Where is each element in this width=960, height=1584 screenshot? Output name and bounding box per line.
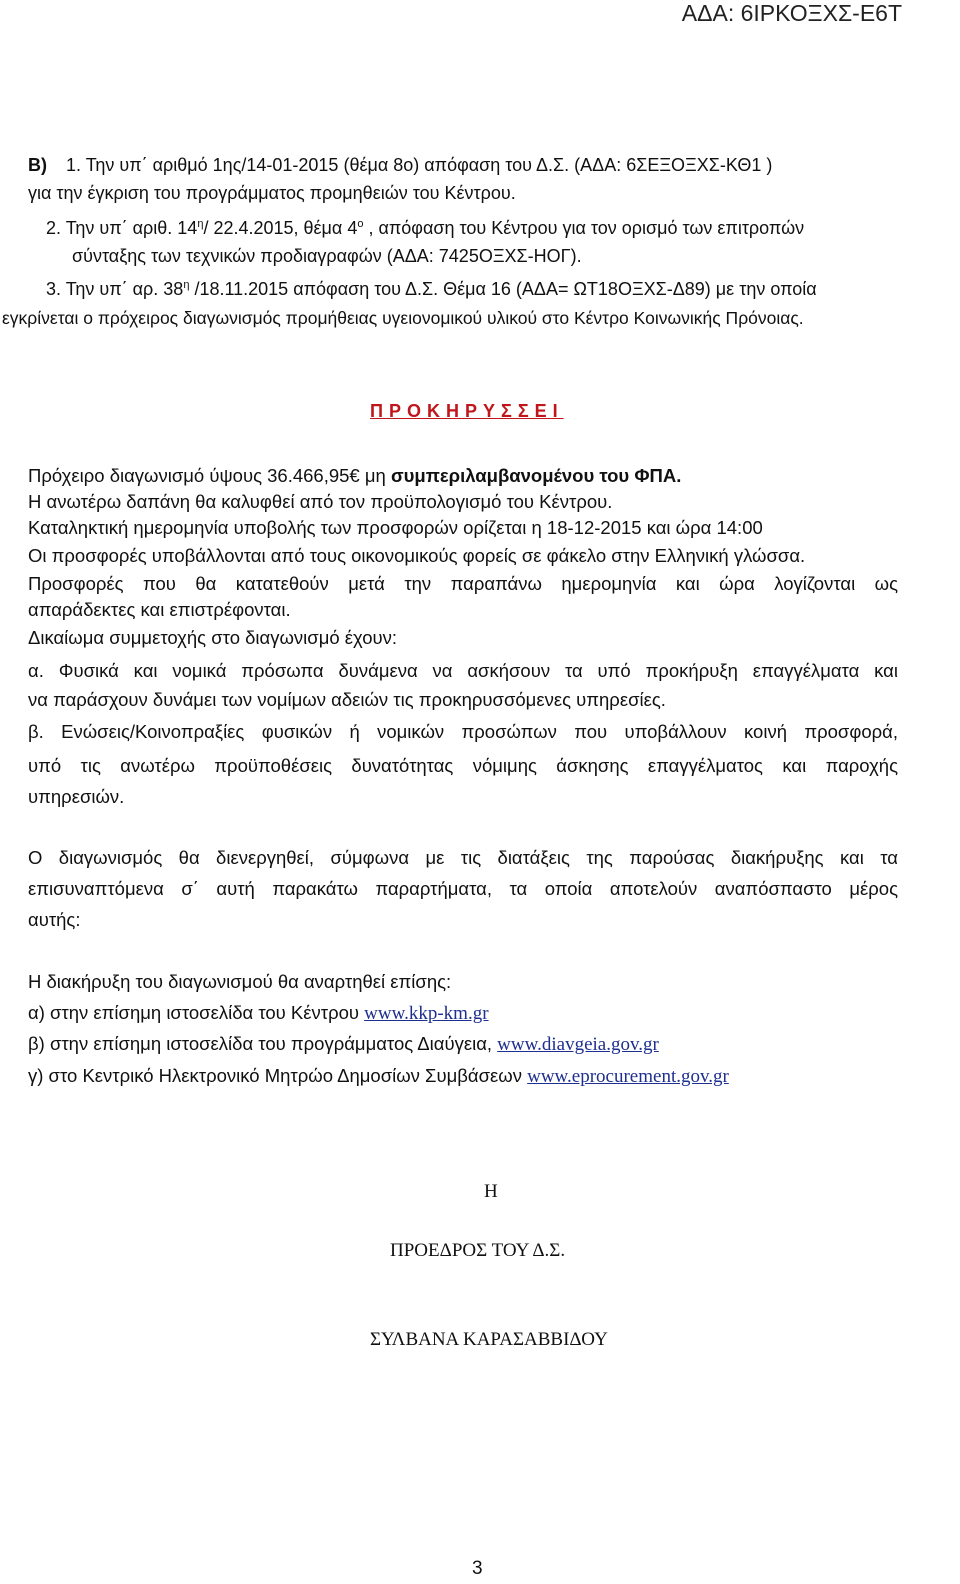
publish-c-text: γ) στο Κεντρικό Ηλεκτρονικό Μητρώο Δημοσίων Συμβάσεων	[28, 1065, 528, 1086]
item-2-sup-2: ο	[357, 218, 364, 230]
diavgeia-link[interactable]: www.diavgeia.gov.gr	[497, 1034, 659, 1055]
item-3-line-1	[46, 277, 817, 301]
eligibility-alpha-line-2: να παράσχουν δυνάμει των νομίμων αδειών τις προκηρυσσόμενες υπηρεσίες.	[28, 689, 666, 710]
budget-text: Πρόχειρο διαγωνισμό ύψους 36.466,95€ μη	[28, 465, 391, 486]
budget-line	[28, 464, 681, 488]
publish-intro: Η διακήρυξη του διαγωνισμού θα αναρτηθεί επίσης:	[28, 971, 452, 992]
kkp-km-link[interactable]: www.kkp-km.gr	[364, 1003, 489, 1024]
document-title: ΠΡΟΚΗΡΥΣΣΕΙ	[370, 401, 564, 421]
conduct-line-1: Ο διαγωνισμός θα διενεργηθεί, σύμφωνα με τις διατάξεις της παρούσας διακήρυξης και τα	[28, 847, 898, 868]
eligibility-beta-line-1: β. Ενώσεις/Κοινοπραξίες φυσικών ή νομικών προσώπων που υποβάλλουν κοινή προσφορά,	[28, 721, 898, 742]
funding-line: Η ανωτέρω δαπάνη θα καλυφθεί από τον προϋπολογισμό του Κέντρου.	[28, 491, 613, 512]
publish-c-line	[28, 1064, 729, 1089]
budget-vat-note: συμπεριλαμβανομένου του ΦΠΑ.	[390, 465, 682, 486]
late-offers-line-2: απαράδεκτες και επιστρέφονται.	[28, 599, 291, 620]
page-number: 3	[472, 1558, 483, 1579]
item-2-text-b: / 22.4.2015, θέμα 4	[203, 218, 358, 238]
deadline-line: Καταληκτική ημερομηνία υποβολής των προσφορών ορίζεται η 18-12-2015 και ώρα 14:00	[28, 517, 763, 538]
conduct-line-3: αυτής:	[28, 909, 81, 930]
item-2-line-2: σύνταξης των τεχνικών προδιαγραφών (ΑΔΑ: 7425ΟΞΧΣ-ΗΟΓ).	[72, 246, 582, 266]
eligibility-alpha-line-1: α. Φυσικά και νομικά πρόσωπα δυνάμενα να ασκήσουν τα υπό προκήρυξη επαγγέλματα και	[28, 660, 898, 681]
signature-role: ΠΡΟΕΔΡΟΣ ΤΟΥ Δ.Σ.	[390, 1240, 566, 1261]
section-b-label: Β)	[28, 155, 47, 175]
signature-name: ΣΥΛΒΑΝΑ ΚΑΡΑΣΑΒΒΙΔΟΥ	[370, 1329, 608, 1350]
item-3-sup: η	[183, 279, 190, 291]
item-1-line-1: 1. Την υπ΄ αριθμό 1ης/14-01-2015 (θέμα 8ο) απόφαση του Δ.Σ. (ΑΔΑ: 6ΣΕΞΟΞΧΣ-ΚΘ1 )	[66, 155, 773, 175]
conduct-line-2: επισυναπτόμενα σ΄ αυτή παρακάτω παραρτήματα, τα οποία αποτελούν αναπόσπαστο μέρος	[28, 878, 898, 899]
item-3-line-2: εγκρίνεται ο πρόχειρος διαγωνισμός προμήθειας υγειονομικού υλικού στο Κέντρο Κοινωνικής Πρόνοιας.	[2, 308, 804, 328]
publish-a-line	[28, 1001, 489, 1026]
item-3-text-b: /18.11.2015 απόφαση του Δ.Σ. Θέμα 16 (ΑΔΑ= ΩΤ18ΟΞΧΣ-Δ89) με την οποία	[189, 279, 817, 299]
eprocurement-link[interactable]: www.eprocurement.gov.gr	[527, 1066, 729, 1087]
eligibility-beta-line-3: υπηρεσιών.	[28, 786, 125, 807]
eligibility-beta-line-2: υπό τις ανωτέρω προϋποθέσεις δυνατότητας νόμιμης άσκησης επαγγέλματος και παροχής	[28, 755, 898, 776]
item-2-sup: η	[197, 218, 204, 230]
ada-code-header: ΑΔΑ: 6ΙΡΚΟΞΧΣ-Ε6Τ	[681, 0, 902, 26]
item-3-text-a: 3. Την υπ΄ αρ. 38	[46, 279, 184, 299]
publish-a-text: α) στην επίσημη ιστοσελίδα του Κέντρου	[28, 1002, 365, 1023]
publish-b-line	[28, 1032, 659, 1057]
submission-line: Οι προσφορές υποβάλλονται από τους οικονομικούς φορείς σε φάκελο στην Ελληνική γλώσσα.	[28, 545, 806, 566]
publish-b-text: β) στην επίσημη ιστοσελίδα του προγράμματος Διαύγεια,	[28, 1033, 498, 1054]
item-2-text-a: 2. Την υπ΄ αριθ. 14	[46, 218, 198, 238]
eligibility-line: Δικαίωμα συμμετοχής στο διαγωνισμό έχουν:	[28, 627, 398, 648]
item-2-text-c: , απόφαση του Κέντρου για τον ορισμό των επιτροπών	[363, 218, 805, 238]
signature-article: Η	[484, 1181, 498, 1202]
item-2-line-1	[46, 216, 804, 240]
late-offers-line-1: Προσφορές που θα κατατεθούν μετά την παραπάνω ημερομηνία και ώρα λογίζονται ως	[28, 573, 898, 594]
item-1-line-2: για την έγκριση του προγράμματος προμηθειών του Κέντρου.	[28, 183, 516, 203]
